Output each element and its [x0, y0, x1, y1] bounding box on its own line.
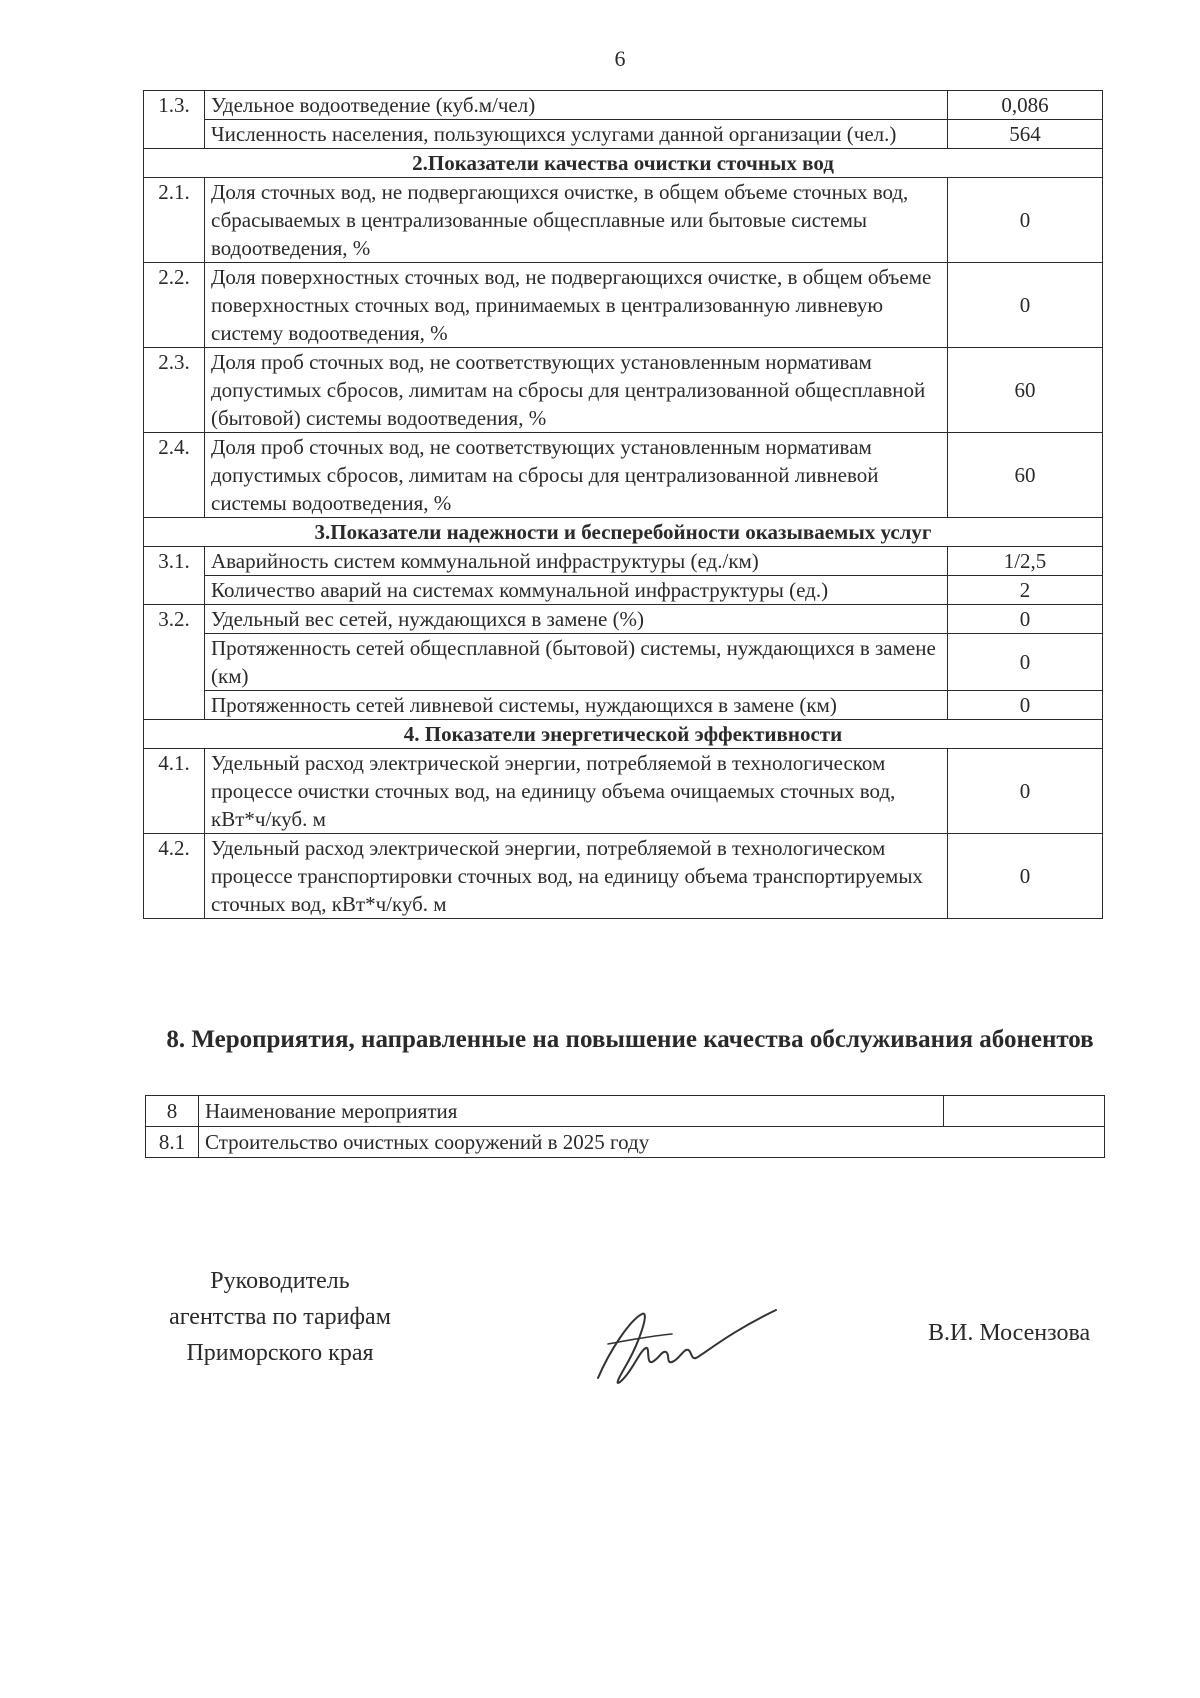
section-heading: 4. Показатели энергетической эффективности [144, 720, 1103, 749]
indicator-name: Удельный расход электрической энергии, потребляемой в технологическом процессе очистки сточных вод, на единицу объема очищаемых сточных вод, кВт*ч/куб. м [205, 749, 948, 834]
indicator-name: Протяженность сетей общесплавной (бытовой) системы, нуждающихся в замене (км) [205, 634, 948, 691]
table-row [144, 834, 1103, 919]
measure-extra-cell [944, 1096, 1105, 1127]
measures-heading: 8. Мероприятия, направленные на повышение качества обслуживания абонентов [166, 1026, 1094, 1053]
signatory-title-line: агентства по тарифам [169, 1304, 391, 1330]
indicator-value: 0,086 [948, 91, 1103, 120]
indicator-name: Доля проб сточных вод, не соответствующих установленным нормативам допустимых сбросов, лимитам на сбросы для централизованной общесплавной (бытовой) системы водоотведения, % [205, 348, 948, 433]
row-number: 4.1. [144, 749, 205, 834]
table-row [144, 749, 1103, 834]
indicator-value: 60 [948, 433, 1103, 518]
table-row [144, 518, 1103, 547]
table-row [144, 91, 1103, 120]
page-number: 6 [614, 46, 626, 71]
handwritten-signature [580, 1290, 780, 1400]
table-row [144, 263, 1103, 348]
indicator-name: Доля сточных вод, не подвергающихся очистке, в общем объеме сточных вод, сбрасываемых в централизованные общесплавные или бытовые системы водоотведения, % [205, 178, 948, 263]
indicator-name: Удельный вес сетей, нуждающихся в замене (%) [205, 605, 948, 634]
table-row [144, 433, 1103, 518]
table-row [144, 576, 1103, 605]
indicator-value: 0 [948, 749, 1103, 834]
table-row [144, 720, 1103, 749]
table-row [144, 605, 1103, 634]
indicator-value: 0 [948, 178, 1103, 263]
indicator-name: Удельный расход электрической энергии, потребляемой в технологическом процессе транспортировки сточных вод, на единицу объема транспортируемых сточных вод, кВт*ч/куб. м [205, 834, 948, 919]
indicator-name: Доля проб сточных вод, не соответствующих установленным нормативам допустимых сбросов, лимитам на сбросы для централизованной ливневой системы водоотведения, % [205, 433, 948, 518]
indicator-value: 564 [948, 120, 1103, 149]
indicator-value: 0 [948, 634, 1103, 691]
indicator-value: 0 [948, 263, 1103, 348]
indicator-value: 2 [948, 576, 1103, 605]
row-number: 4.2. [144, 834, 205, 919]
row-number: 3.2. [144, 605, 205, 720]
indicator-name: Удельное водоотведение (куб.м/чел) [205, 91, 948, 120]
row-number: 2.2. [144, 263, 205, 348]
indicator-value: 1/2,5 [948, 547, 1103, 576]
indicator-name: Доля поверхностных сточных вод, не подвергающихся очистке, в общем объеме поверхностных сточных вод, принимаемых в централизованную ливневую систему водоотведения, % [205, 263, 948, 348]
indicator-name: Протяженность сетей ливневой системы, нуждающихся в замене (км) [205, 691, 948, 720]
table-row [144, 178, 1103, 263]
row-number: 2.1. [144, 178, 205, 263]
signatory-title [130, 1263, 430, 1371]
table-row [144, 547, 1103, 576]
signer-name: В.И. Мосензова [928, 1320, 1091, 1346]
measure-name: Наименование мероприятия [199, 1096, 944, 1127]
table-row [144, 120, 1103, 149]
table-row [144, 634, 1103, 691]
measures-table [145, 1095, 1105, 1158]
measure-name: Строительство очистных сооружений в 2025 году [199, 1127, 1105, 1158]
indicator-value: 0 [948, 834, 1103, 919]
table-row [146, 1127, 1105, 1158]
signatory-title-line: Приморского края [186, 1340, 374, 1366]
table-row [146, 1096, 1105, 1127]
row-number: 2.4. [144, 433, 205, 518]
table-row [144, 348, 1103, 433]
table-row [144, 149, 1103, 178]
row-number: 2.3. [144, 348, 205, 433]
table-row [144, 691, 1103, 720]
measure-number: 8.1 [146, 1127, 199, 1158]
measure-number: 8 [146, 1096, 199, 1127]
indicator-name: Численность населения, пользующихся услугами данной организации (чел.) [205, 120, 948, 149]
indicator-name: Аварийность систем коммунальной инфраструктуры (ед./км) [205, 547, 948, 576]
section-heading: 2.Показатели качества очистки сточных вод [144, 149, 1103, 178]
row-number: 3.1. [144, 547, 205, 605]
indicators-table [143, 90, 1103, 919]
indicator-name: Количество аварий на системах коммунальной инфраструктуры (ед.) [205, 576, 948, 605]
indicator-value: 0 [948, 605, 1103, 634]
indicator-value: 60 [948, 348, 1103, 433]
signatory-title-line: Руководитель [210, 1268, 350, 1294]
row-number: 1.3. [144, 91, 205, 149]
section-heading: 3.Показатели надежности и бесперебойности оказываемых услуг [144, 518, 1103, 547]
indicator-value: 0 [948, 691, 1103, 720]
